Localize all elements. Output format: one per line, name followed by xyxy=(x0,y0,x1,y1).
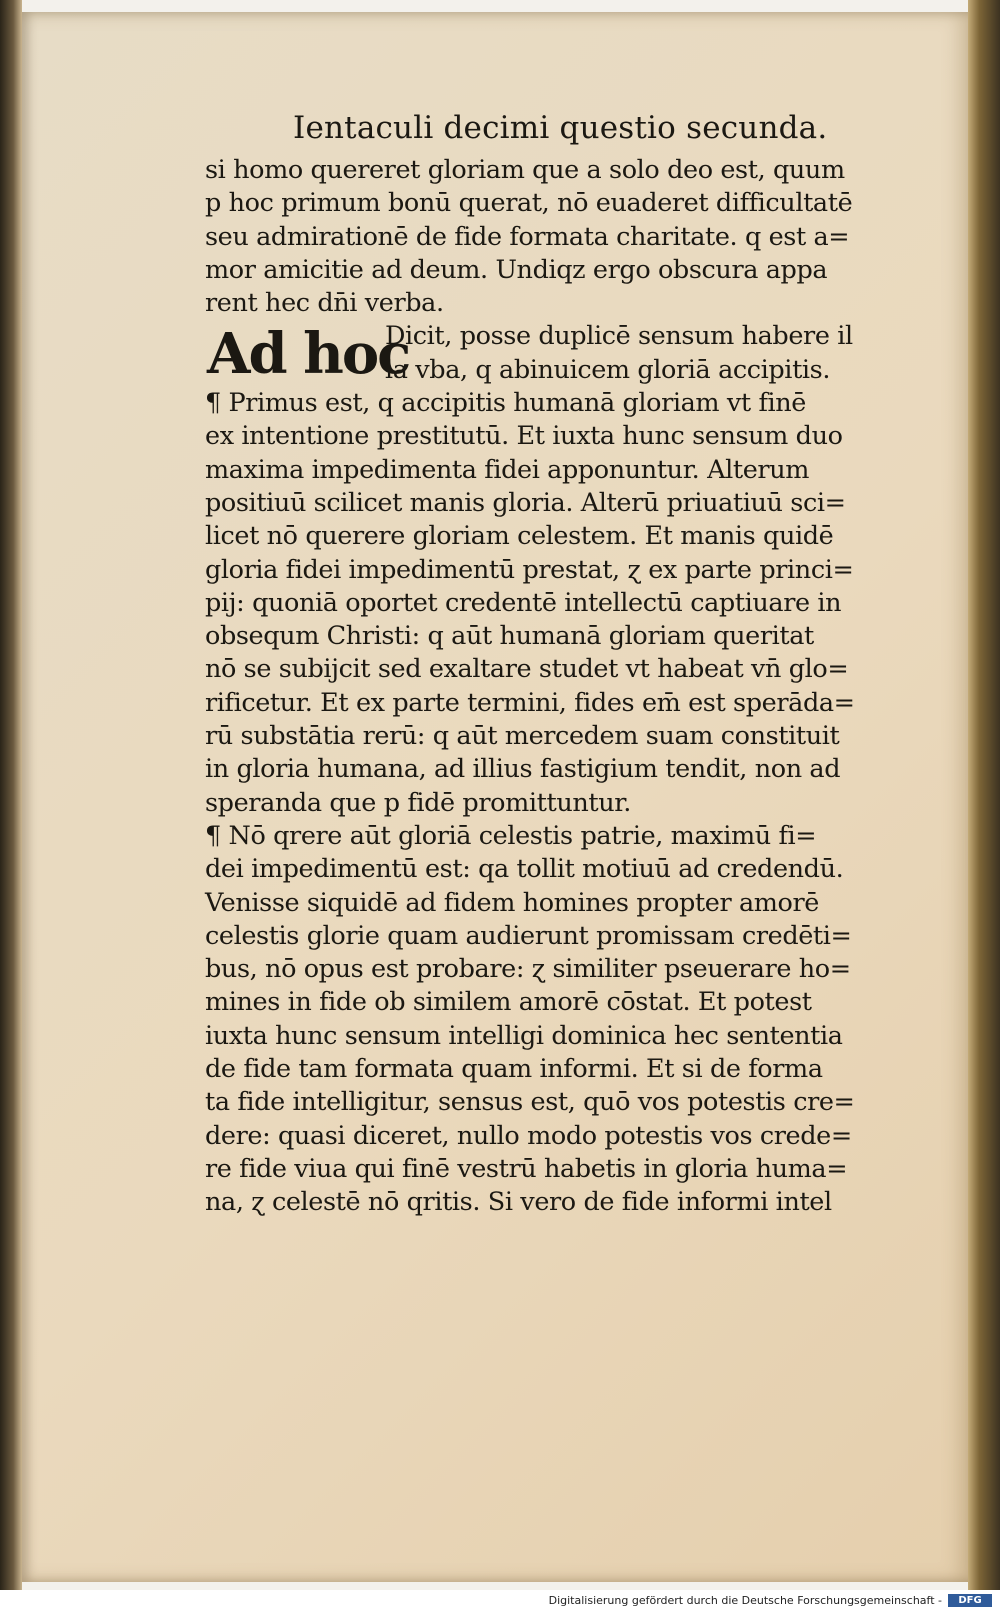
text-line: si homo quereret gloriam que a solo deo est, quum xyxy=(205,155,845,185)
text-line: speranda que p fidē promittuntur. xyxy=(205,787,631,818)
text-line: in gloria humana, ad illius fastigium tendit, non ad xyxy=(205,754,841,785)
initial-word: Ad hoc xyxy=(207,321,410,388)
text-line: iuxta hunc sensum intelligi dominica hec sententia xyxy=(205,1020,843,1051)
paragraph-1 xyxy=(205,154,930,320)
text-line: mor amicitie ad deum. Undiqz ergo obscura appa xyxy=(205,254,828,285)
text-line: mines in fide ob similem amorē cōstat. Et potest xyxy=(205,987,812,1018)
text-line: Venisse siquidē ad fidem homines propter amorē xyxy=(205,887,819,918)
footer-credit: Digitalisierung gefördert durch die Deutsche Forschungsgemeinschaft - xyxy=(548,1594,942,1607)
text-line: ¶ Primus est, q accipitis humanā gloriam vt finē xyxy=(205,388,806,419)
text-line: obsequm Christi: q aūt humanā gloriam queritat xyxy=(205,621,814,652)
text-line: licet nō querere gloriam celestem. Et manis quidē xyxy=(205,521,834,552)
text-line: rificetur. Et ex parte termini, fides em̄ est sperāda= xyxy=(205,687,855,718)
dfg-logo: DFG xyxy=(948,1594,992,1607)
binding-shadow xyxy=(0,0,22,1590)
text-line: rent hec dn̄i verba. xyxy=(205,288,444,319)
text-line: maxima impedimenta fidei apponuntur. Alterum xyxy=(205,454,810,485)
text-line: re fide viua qui finē vestrū habetis in gloria huma= xyxy=(205,1153,848,1184)
text-line: rū substātia rerū: q aūt mercedem suam constituit xyxy=(205,721,840,752)
initial-paragraph xyxy=(205,320,930,387)
text-line: nō se subijcit sed exaltare studet vt habeat vn̄ glo= xyxy=(205,654,849,685)
text-line: dei impedimentū est: qa tollit motiuū ad credendū. xyxy=(205,854,844,885)
text-line: ta fide intelligitur, sensus est, quō vos potestis cre= xyxy=(205,1087,855,1118)
text-line: celestis glorie quam audierunt promissam credēti= xyxy=(205,920,852,951)
text-line: de fide tam formata quam informi. Et si de forma xyxy=(205,1054,823,1085)
text-line: gloria fidei impedimentū prestat, ɀ ex parte princi= xyxy=(205,554,854,585)
text-block xyxy=(205,108,930,1220)
page-edges xyxy=(968,0,1000,1590)
running-head: Ientaculi decimi questio secunda. xyxy=(293,110,828,146)
text-line: ex intentione prestitutū. Et iuxta hunc sensum duo xyxy=(205,421,843,452)
text-line: seu admirationē de fide formata charitate. q est a= xyxy=(205,221,850,252)
text-line: pij: quoniā oportet credentē intellectū captiuare in xyxy=(205,587,842,618)
text-line: p hoc primum bonū querat, nō euaderet difficultatē xyxy=(205,188,853,219)
text-line: ¶ Nō qrere aūt gloriā celestis patrie, maximū fi= xyxy=(205,820,817,851)
text-line: Dicit, posse duplicē sensum habere il xyxy=(385,321,853,352)
text-line: positiuū scilicet manis gloria. Alterū priuatiuū sci= xyxy=(205,487,846,518)
paragraph-2 xyxy=(205,387,930,1219)
text-line: dere: quasi diceret, nullo modo potestis vos crede= xyxy=(205,1120,852,1151)
text-line: la vba, q abinuicem gloriā accipitis. xyxy=(385,354,831,385)
text-line: na, ɀ celestē nō qritis. Si vero de fide informi intel xyxy=(205,1187,832,1218)
text-line: bus, nō opus est probare: ɀ similiter pseuerare ho= xyxy=(205,954,851,985)
